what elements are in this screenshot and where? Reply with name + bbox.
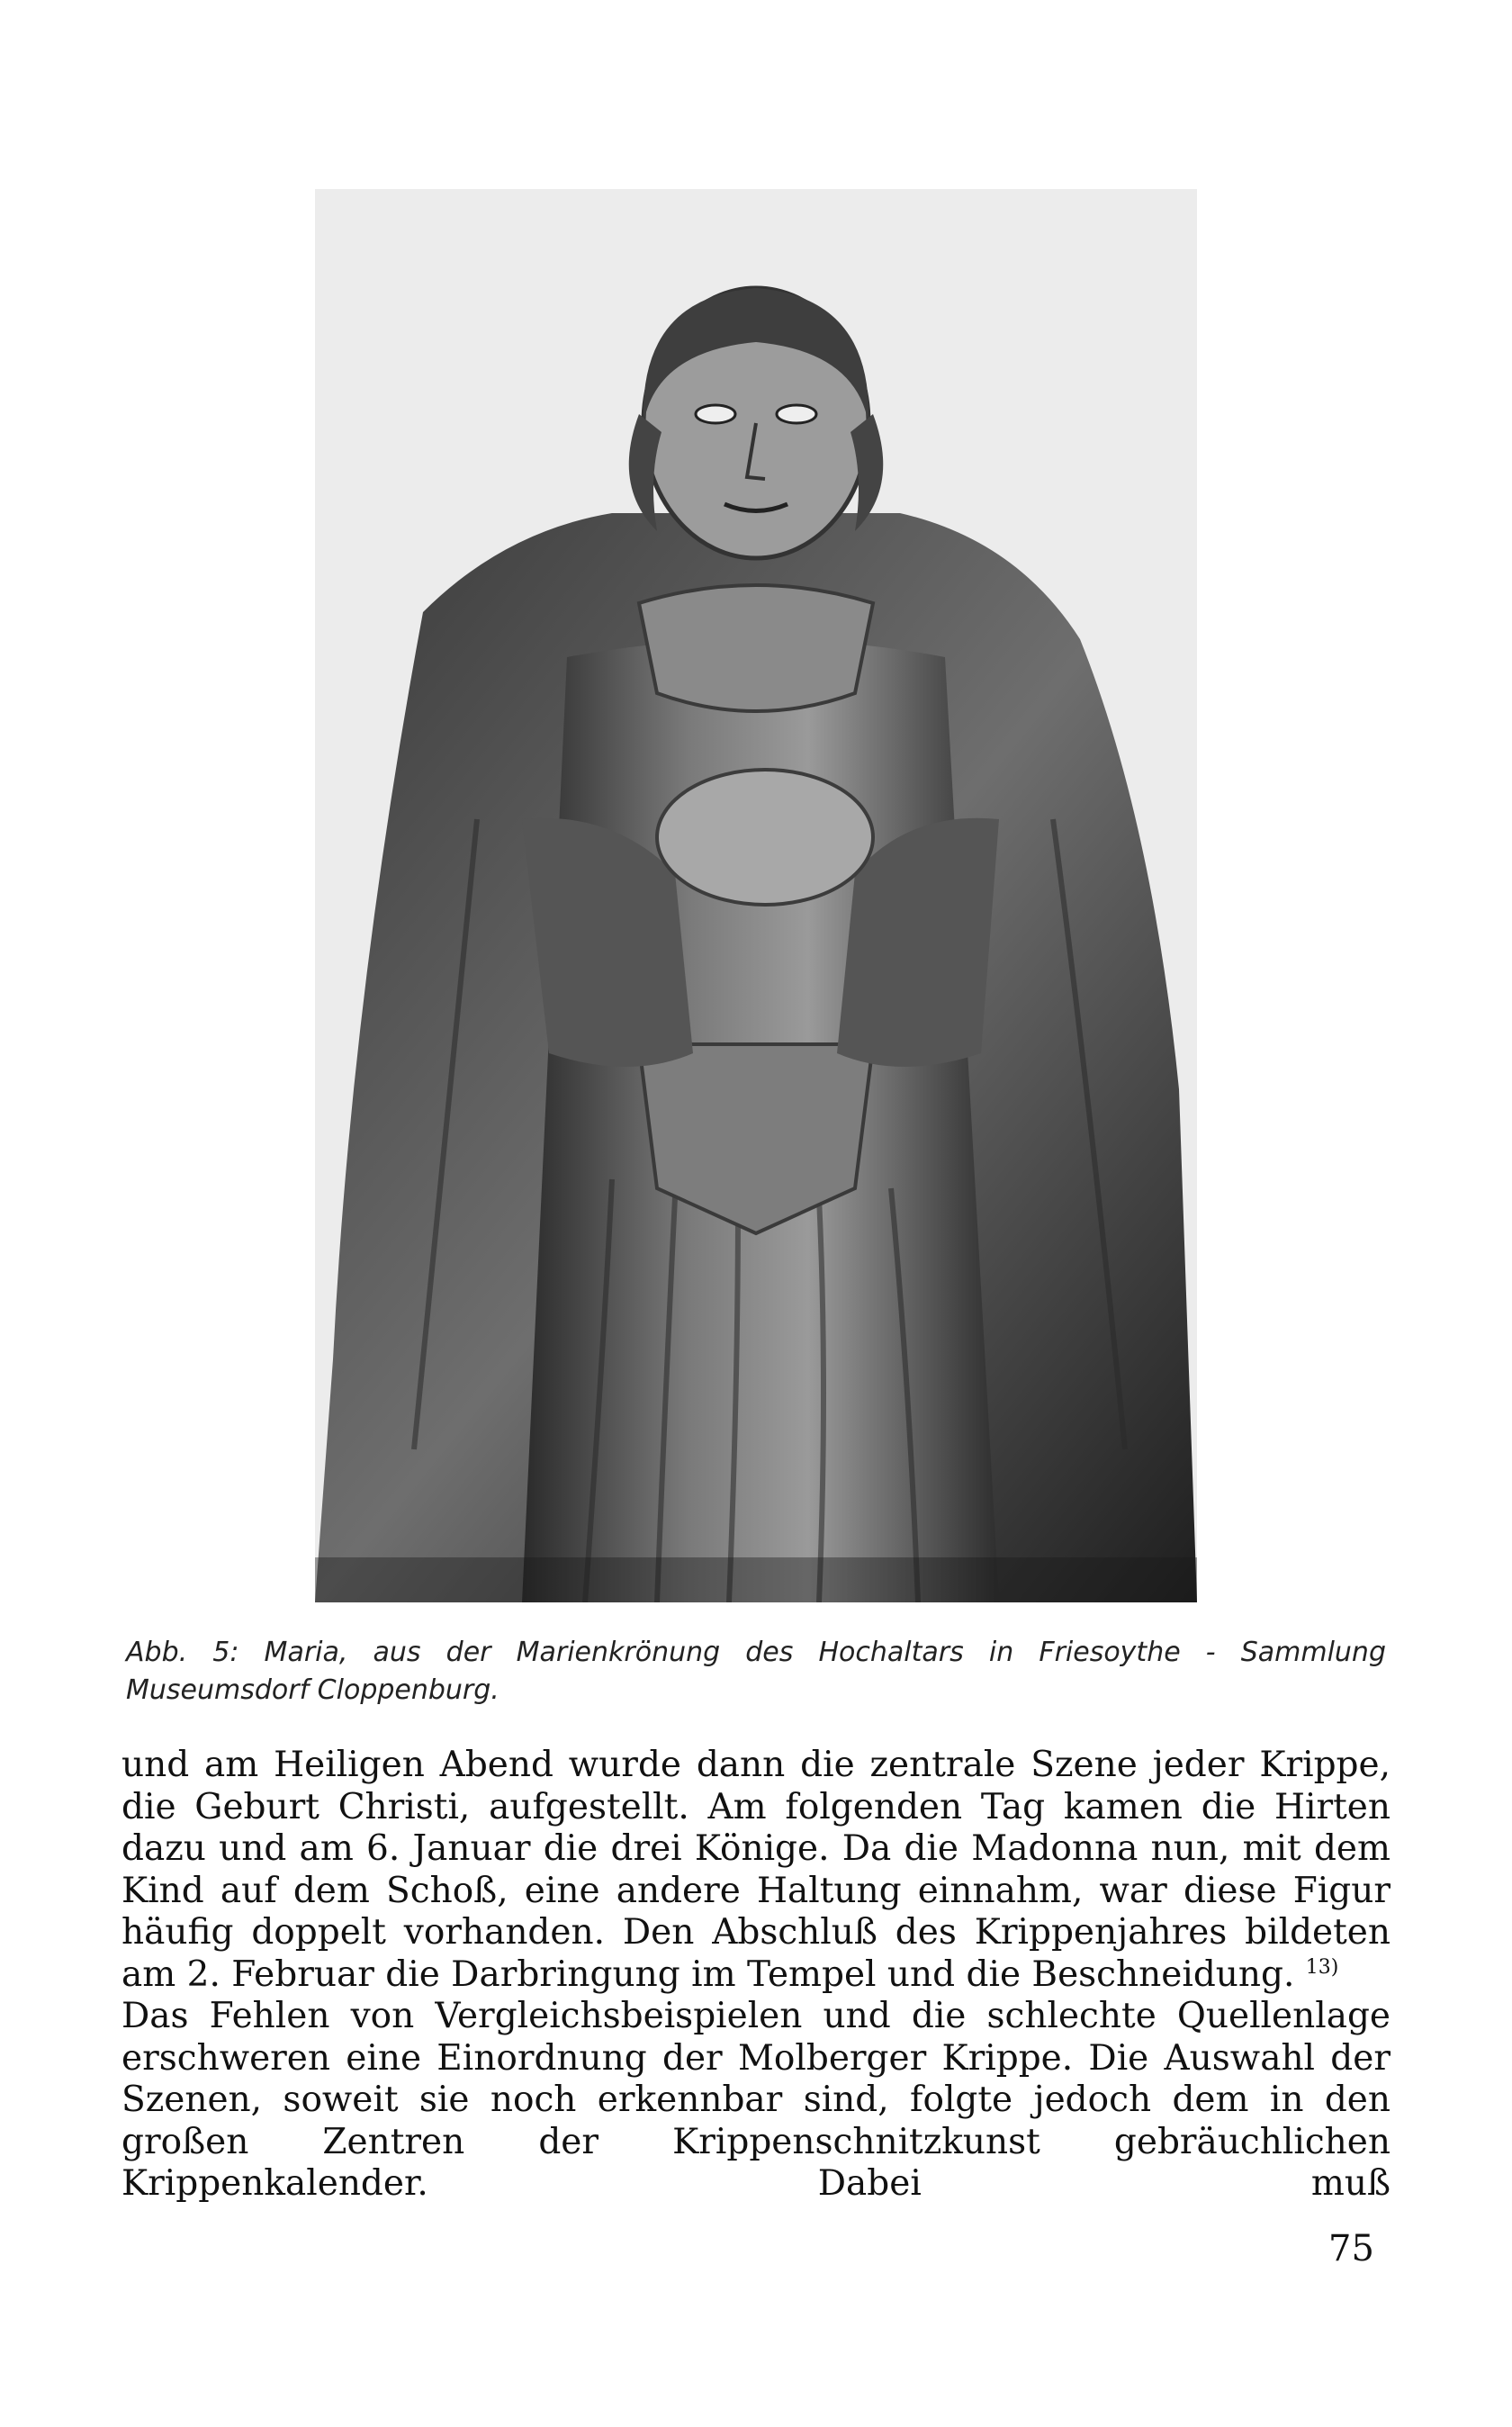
figure-caption: Abb. 5: Maria, aus der Marienkrönung des Hochaltars in Friesoythe - Sammlung Museumsdorf Cloppenburg. <box>126 1637 1386 1706</box>
footnote-reference: 13) <box>1305 1955 1339 1979</box>
paragraph: Das Fehlen von Vergleichsbeispielen und die schlechte Quellenlage erschweren eine Einordnung der Molberger Krippe. Die Auswahl der Szenen, soweit sie noch erkennbar sind, folgte jedoch dem in den großen Zentren der Krippenschnitzkunst gebräuchlichen Krippenkalender. Dabei muß <box>122 1996 1390 2204</box>
body-text <box>122 1745 1390 2206</box>
paragraph <box>122 1745 1390 1996</box>
madonna-statue-image <box>315 189 1197 1602</box>
paragraph-text: und am Heiligen Abend wurde dann die zentrale Szene jeder Krippe, die Geburt Christi, aufgestellt. Am folgenden Tag kamen die Hirten dazu und am 6. Januar die drei Könige. Da die Madonna nun, mit dem Kind auf dem Schoß, eine andere Haltung einnahm, war diese Figur häufig doppelt vorhanden. Den Abschluß des Krippenjahres bildeten am 2. Februar die Darbringung im Tempel und die Beschneidung. <box>122 1745 1390 1995</box>
page-number: 75 <box>1328 2228 1374 2269</box>
statue-photo <box>315 189 1197 1602</box>
